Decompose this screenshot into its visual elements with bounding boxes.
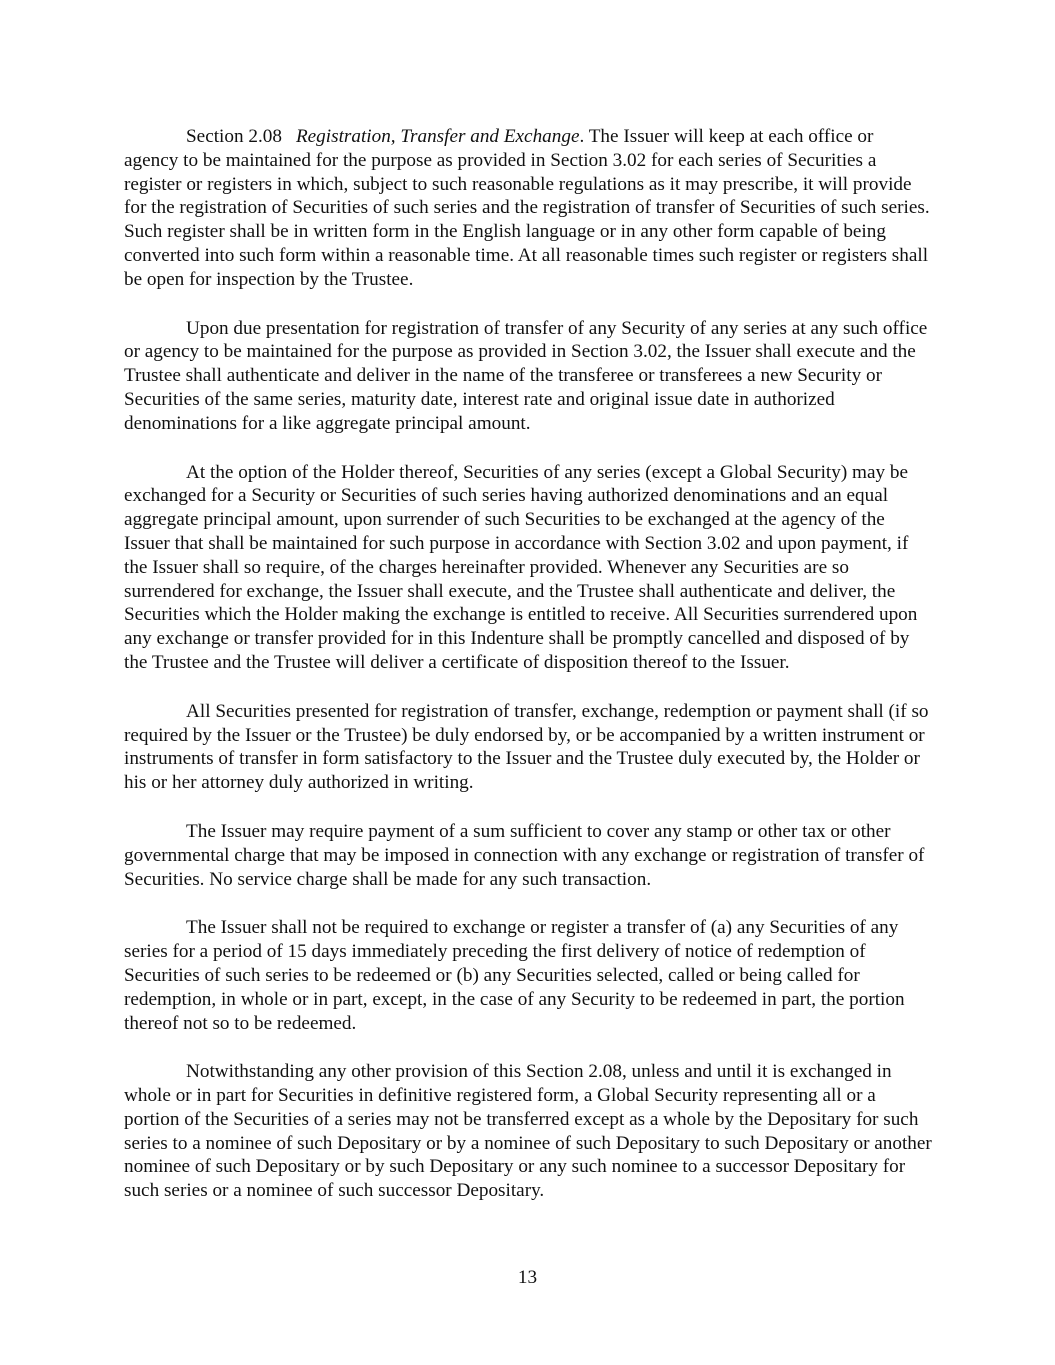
- page-number: 13: [517, 1267, 538, 1288]
- paragraph-registration-of-transfer: Upon due presentation for registration of transfer of any Security of any series at any such office or agency to be maintained for the purpose as provided in Section 3.02, the Issuer shall execute and the Trustee shall authenticate and deliver in the name of the transferee or transferees a new Security or Securities of the same series, maturity date, interest rate and original issue date in authorized denominations for a like aggregate principal amount.: [124, 317, 928, 434]
- paragraph-global-security: Notwithstanding any other provision of this Section 2.08, unless and until it is exchanged in whole or in part for Securities in definitive registered form, a Global Security representing all or a portion of the Securities of a series may not be transferred except as a whole by the Depositary for such series to a nominee of such Depositary or by a nominee of such Depositary to such Depositary or another nominee of such Depositary or by such Depositary or any such nominee to a successor Depositary for such series or a nominee of such successor Depositary.: [124, 1061, 932, 1202]
- section-paragraph: [124, 125, 932, 292]
- paragraph-endorsement: All Securities presented for registration of transfer, exchange, redemption or payment shall (if so required by the Issuer or the Trustee) be duly endorsed by, or be accompanied by a written instrument or instruments of transfer in form satisfactory to the Issuer and the Trustee duly executed by, the Holder or his or her attorney duly authorized in writing.: [124, 700, 929, 794]
- section-title: Registration, Transfer and Exchange: [295, 126, 580, 147]
- section-number: Section 2.08: [186, 126, 282, 147]
- document-page: [124, 125, 932, 1228]
- paragraph-redemption-restriction: The Issuer shall not be required to exchange or register a transfer of (a) any Securities of any series for a period of 15 days immediately preceding the first delivery of notice of redemption of Securities of such series to be redeemed or (b) any Securities selected, called or being called for redemption, in whole or in part, except, in the case of any Security to be redeemed in part, the portion thereof not so to be redeemed.: [124, 917, 905, 1034]
- section-intro-text: . The Issuer will keep at each office or agency to be maintained for the purpose as provided in Section 3.02 for each series of Securities a register or registers in which, subject to such reasonable regulations as it may prescribe, it will provide for the registration of Securities of such series and the registration of transfer of Securities of such series. Such register shall be in written form in the English language or in any other form capable of being converted into such form within a reasonable time. At all reasonable times such register or registers shall be open for inspection by the Trustee.: [124, 126, 930, 290]
- paragraph-service-charge: The Issuer may require payment of a sum sufficient to cover any stamp or other tax or other governmental charge that may be imposed in connection with any exchange or registration of transfer of Securities. No service charge shall be made for any such transaction.: [124, 820, 925, 890]
- paragraph-exchange-option: At the option of the Holder thereof, Securities of any series (except a Global Security) may be exchanged for a Security or Securities of such series having authorized denominations and an equal aggregate principal amount, upon surrender of such Securities to be exchanged at the agency of the Issuer that shall be maintained for such purpose in accordance with Section 3.02 and upon payment, if the Issuer shall so require, of the charges hereinafter provided. Whenever any Securities are so surrendered for exchange, the Issuer shall execute, and the Trustee shall authenticate and deliver, the Securities which the Holder making the exchange is entitled to receive. All Securities surrendered upon any exchange or transfer provided for in this Indenture shall be promptly cancelled and disposed of by the Trustee and the Trustee will deliver a certificate of disposition thereof to the Issuer.: [124, 461, 918, 673]
